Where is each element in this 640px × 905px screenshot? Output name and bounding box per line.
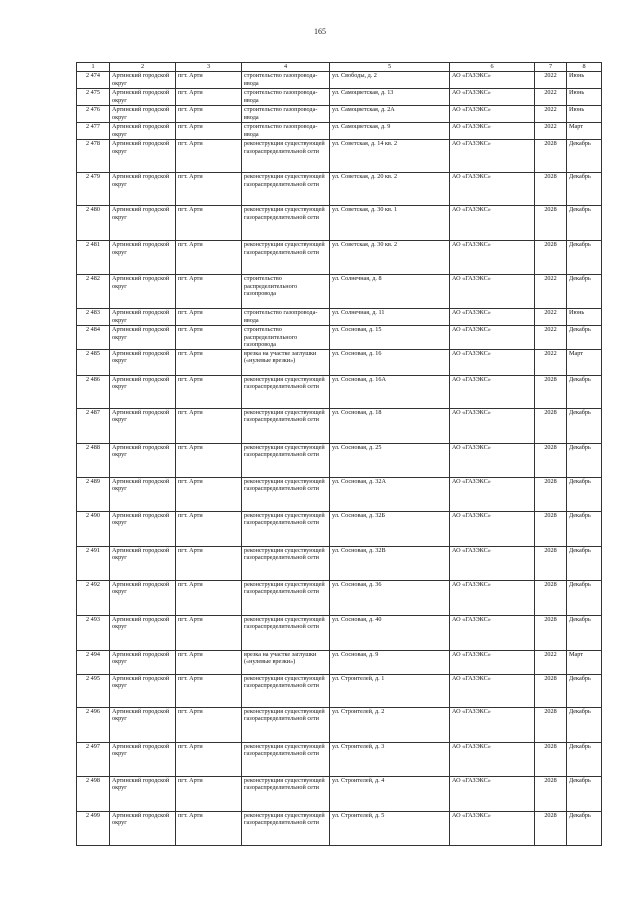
table-row <box>77 707 602 742</box>
table-cell: АО «ГАЗЭКС» <box>450 477 535 511</box>
table-cell: 2022 <box>535 89 567 106</box>
table-body <box>77 72 602 846</box>
table-row <box>77 106 602 123</box>
column-header: 8 <box>567 63 602 72</box>
table-cell: 2022 <box>535 123 567 140</box>
table-row <box>77 580 602 615</box>
table-cell: ул. Сосновая, д. 36 <box>330 580 450 615</box>
table-cell: 2 488 <box>77 443 110 477</box>
table-cell: Декабрь <box>567 546 602 580</box>
table-cell: 2 484 <box>77 326 110 350</box>
table-cell: Июнь <box>567 72 602 89</box>
table-cell: Артинский городской округ <box>110 580 176 615</box>
table-cell: АО «ГАЗЭКС» <box>450 375 535 408</box>
table-cell: 2028 <box>535 580 567 615</box>
table-cell: реконструкция существующей газораспределительной сети <box>242 443 330 477</box>
table-cell: 2 475 <box>77 89 110 106</box>
table-cell: 2 485 <box>77 349 110 375</box>
table-cell: реконструкция существующей газораспределительной сети <box>242 580 330 615</box>
table-cell: АО «ГАЗЭКС» <box>450 742 535 776</box>
table-cell: АО «ГАЗЭКС» <box>450 674 535 707</box>
table-cell: Декабрь <box>567 241 602 275</box>
table-cell: Артинский городской округ <box>110 123 176 140</box>
table-cell: реконструкция существующей газораспределительной сети <box>242 241 330 275</box>
table-cell: Июнь <box>567 89 602 106</box>
table-cell: Артинский городской округ <box>110 650 176 674</box>
table-cell: 2028 <box>535 408 567 443</box>
table-cell: 2 478 <box>77 140 110 173</box>
table-cell: АО «ГАЗЭКС» <box>450 89 535 106</box>
table-cell: Артинский городской округ <box>110 89 176 106</box>
table-cell: 2028 <box>535 443 567 477</box>
table-cell: Артинский городской округ <box>110 477 176 511</box>
table-cell: Декабрь <box>567 140 602 173</box>
table-cell: АО «ГАЗЭКС» <box>450 511 535 546</box>
table-cell: 2 491 <box>77 546 110 580</box>
table-cell: Артинский городской округ <box>110 546 176 580</box>
table-cell: пгт. Арти <box>176 511 242 546</box>
table-cell: 2028 <box>535 511 567 546</box>
table-cell: АО «ГАЗЭКС» <box>450 309 535 326</box>
table-cell: Декабрь <box>567 477 602 511</box>
table-cell: ул. Сосновая, д. 25 <box>330 443 450 477</box>
table-cell: 2028 <box>535 140 567 173</box>
table-cell: Артинский городской округ <box>110 326 176 350</box>
table-row <box>77 241 602 275</box>
table-cell: ул. Сосновая, д. 32А <box>330 477 450 511</box>
table-cell: Артинский городской округ <box>110 275 176 309</box>
table-row <box>77 309 602 326</box>
table-cell: реконструкция существующей газораспределительной сети <box>242 707 330 742</box>
table-cell: АО «ГАЗЭКС» <box>450 241 535 275</box>
table-cell: пгт. Арти <box>176 742 242 776</box>
table-cell: 2028 <box>535 674 567 707</box>
table-cell: 2 490 <box>77 511 110 546</box>
table-cell: пгт. Арти <box>176 707 242 742</box>
table-cell: 2028 <box>535 776 567 811</box>
table-cell: 2 476 <box>77 106 110 123</box>
table-cell: 2 482 <box>77 275 110 309</box>
table-row <box>77 72 602 89</box>
table-row <box>77 615 602 650</box>
table-cell: Декабрь <box>567 776 602 811</box>
table-cell: пгт. Арти <box>176 674 242 707</box>
table-cell: Артинский городской округ <box>110 776 176 811</box>
table-cell: АО «ГАЗЭКС» <box>450 72 535 89</box>
table-cell: Артинский городской округ <box>110 443 176 477</box>
table-cell: ул. Сосновая, д. 16 <box>330 349 450 375</box>
table-cell: Артинский городской округ <box>110 375 176 408</box>
table-cell: Декабрь <box>567 742 602 776</box>
table-cell: реконструкция существующей газораспределительной сети <box>242 375 330 408</box>
table-cell: реконструкция существующей газораспределительной сети <box>242 408 330 443</box>
table-cell: ул. Советская, д. 20 кв. 2 <box>330 173 450 206</box>
table-cell: Артинский городской округ <box>110 742 176 776</box>
table-cell: реконструкция существующей газораспределительной сети <box>242 173 330 206</box>
table-cell: 2028 <box>535 241 567 275</box>
table-cell: ул. Самоцветская, д. 9 <box>330 123 450 140</box>
table-cell: АО «ГАЗЭКС» <box>450 140 535 173</box>
table-row <box>77 674 602 707</box>
table-row <box>77 477 602 511</box>
table-cell: реконструкция существующей газораспределительной сети <box>242 742 330 776</box>
table-cell: ул. Строителей, д. 3 <box>330 742 450 776</box>
table-cell: 2 481 <box>77 241 110 275</box>
table-cell: Декабрь <box>567 811 602 845</box>
table-cell: АО «ГАЗЭКС» <box>450 546 535 580</box>
table-cell: пгт. Арти <box>176 477 242 511</box>
table-cell: пгт. Арти <box>176 349 242 375</box>
table-cell: пгт. Арти <box>176 546 242 580</box>
table-cell: Артинский городской округ <box>110 241 176 275</box>
table-cell: пгт. Арти <box>176 106 242 123</box>
table-row <box>77 408 602 443</box>
table-row <box>77 326 602 350</box>
column-header: 3 <box>176 63 242 72</box>
table-cell: 2022 <box>535 349 567 375</box>
table-cell: пгт. Арти <box>176 443 242 477</box>
table-cell: Март <box>567 123 602 140</box>
table-cell: 2028 <box>535 707 567 742</box>
table-cell: АО «ГАЗЭКС» <box>450 349 535 375</box>
table-cell: Артинский городской округ <box>110 511 176 546</box>
table-cell: реконструкция существующей газораспределительной сети <box>242 615 330 650</box>
table-cell: 2 493 <box>77 615 110 650</box>
table-cell: Июнь <box>567 309 602 326</box>
table-cell: 2 498 <box>77 776 110 811</box>
table-cell: 2 497 <box>77 742 110 776</box>
table-cell: 2 480 <box>77 206 110 241</box>
table-cell: АО «ГАЗЭКС» <box>450 811 535 845</box>
table-cell: АО «ГАЗЭКС» <box>450 173 535 206</box>
table-cell: ул. Советская, д. 30 кв. 2 <box>330 241 450 275</box>
table-cell: Декабрь <box>567 408 602 443</box>
table-cell: строительство газопровода-ввода <box>242 309 330 326</box>
table-cell: Артинский городской округ <box>110 408 176 443</box>
page-number: 165 <box>314 27 326 36</box>
table-cell: 2 479 <box>77 173 110 206</box>
table-cell: Декабрь <box>567 326 602 350</box>
table-cell: Артинский городской округ <box>110 140 176 173</box>
header-row <box>77 63 602 72</box>
table-cell: строительство газопровода-ввода <box>242 123 330 140</box>
table-cell: пгт. Арти <box>176 580 242 615</box>
table-cell: ул. Свободы, д. 2 <box>330 72 450 89</box>
table-cell: пгт. Арти <box>176 275 242 309</box>
table-cell: 2028 <box>535 206 567 241</box>
table-cell: 2022 <box>535 275 567 309</box>
table-cell: ул. Строителей, д. 2 <box>330 707 450 742</box>
table-cell: АО «ГАЗЭКС» <box>450 106 535 123</box>
table-row <box>77 206 602 241</box>
table-cell: строительство распределительного газопровода <box>242 275 330 309</box>
table-cell: 2028 <box>535 375 567 408</box>
table-cell: реконструкция существующей газораспределительной сети <box>242 811 330 845</box>
table-cell: Артинский городской округ <box>110 72 176 89</box>
table-cell: 2028 <box>535 742 567 776</box>
table-cell: Июнь <box>567 106 602 123</box>
table-cell: Артинский городской округ <box>110 173 176 206</box>
table-cell: ул. Сосновая, д. 40 <box>330 615 450 650</box>
table-cell: строительство газопровода-ввода <box>242 106 330 123</box>
table-cell: Декабрь <box>567 206 602 241</box>
table-cell: АО «ГАЗЭКС» <box>450 443 535 477</box>
table-cell: ул. Строителей, д. 1 <box>330 674 450 707</box>
table-row <box>77 443 602 477</box>
table-row <box>77 811 602 845</box>
table-row <box>77 123 602 140</box>
table-row <box>77 375 602 408</box>
table-cell: 2028 <box>535 615 567 650</box>
table-cell: пгт. Арти <box>176 326 242 350</box>
table-cell: реконструкция существующей газораспределительной сети <box>242 477 330 511</box>
table-row <box>77 650 602 674</box>
table-cell: АО «ГАЗЭКС» <box>450 615 535 650</box>
table-cell: пгт. Арти <box>176 241 242 275</box>
table-cell: 2022 <box>535 72 567 89</box>
table-row <box>77 776 602 811</box>
table-cell: 2 477 <box>77 123 110 140</box>
table-cell: ул. Сосновая, д. 16А <box>330 375 450 408</box>
table-row <box>77 742 602 776</box>
table-cell: реконструкция существующей газораспределительной сети <box>242 140 330 173</box>
table-cell: АО «ГАЗЭКС» <box>450 776 535 811</box>
column-header: 4 <box>242 63 330 72</box>
table-cell: пгт. Арти <box>176 89 242 106</box>
table-cell: Декабрь <box>567 275 602 309</box>
table-cell: ул. Сосновая, д. 18 <box>330 408 450 443</box>
table-cell: ул. Сосновая, д. 32Б <box>330 511 450 546</box>
table-cell: врезка на участке заглушки («нулевые врезки») <box>242 650 330 674</box>
table-cell: 2022 <box>535 326 567 350</box>
table-cell: Артинский городской округ <box>110 206 176 241</box>
table-cell: пгт. Арти <box>176 776 242 811</box>
table-cell: ул. Самоцветская, д. 2А <box>330 106 450 123</box>
table-cell: ул. Строителей, д. 4 <box>330 776 450 811</box>
table-cell: 2 499 <box>77 811 110 845</box>
table-cell: Артинский городской округ <box>110 309 176 326</box>
table-cell: 2 494 <box>77 650 110 674</box>
table-cell: 2 489 <box>77 477 110 511</box>
table-cell: реконструкция существующей газораспределительной сети <box>242 206 330 241</box>
table-cell: пгт. Арти <box>176 309 242 326</box>
table-cell: 2 487 <box>77 408 110 443</box>
table-cell: Март <box>567 650 602 674</box>
table-cell: 2028 <box>535 477 567 511</box>
table-cell: реконструкция существующей газораспределительной сети <box>242 511 330 546</box>
table-cell: строительство газопровода-ввода <box>242 72 330 89</box>
table-row <box>77 89 602 106</box>
table-cell: реконструкция существующей газораспределительной сети <box>242 776 330 811</box>
table-cell: пгт. Арти <box>176 72 242 89</box>
table-row <box>77 546 602 580</box>
table-cell: 2 486 <box>77 375 110 408</box>
table-cell: ул. Сосновая, д. 9 <box>330 650 450 674</box>
table-cell: Март <box>567 349 602 375</box>
table-cell: Артинский городской округ <box>110 106 176 123</box>
column-header: 7 <box>535 63 567 72</box>
table-cell: ул. Солнечная, д. 8 <box>330 275 450 309</box>
table-cell: АО «ГАЗЭКС» <box>450 123 535 140</box>
table-cell: 2022 <box>535 650 567 674</box>
column-header: 5 <box>330 63 450 72</box>
table-row <box>77 173 602 206</box>
table-cell: 2 495 <box>77 674 110 707</box>
table-cell: пгт. Арти <box>176 173 242 206</box>
table-cell: 2028 <box>535 546 567 580</box>
table-cell: Декабрь <box>567 173 602 206</box>
table-cell: Декабрь <box>567 443 602 477</box>
column-header: 1 <box>77 63 110 72</box>
table-row <box>77 140 602 173</box>
table-cell: ул. Строителей, д. 5 <box>330 811 450 845</box>
table-cell: ул. Советская, д. 14 кв. 2 <box>330 140 450 173</box>
table-cell: строительство распределительного газопровода <box>242 326 330 350</box>
table-row <box>77 349 602 375</box>
table-cell: АО «ГАЗЭКС» <box>450 326 535 350</box>
table-cell: 2 474 <box>77 72 110 89</box>
table-cell: АО «ГАЗЭКС» <box>450 707 535 742</box>
table-cell: Декабрь <box>567 580 602 615</box>
table-cell: ул. Сосновая, д. 15 <box>330 326 450 350</box>
table-cell: АО «ГАЗЭКС» <box>450 650 535 674</box>
table-row <box>77 275 602 309</box>
table-cell: Декабрь <box>567 511 602 546</box>
table-cell: АО «ГАЗЭКС» <box>450 408 535 443</box>
table-cell: Декабрь <box>567 615 602 650</box>
table-cell: пгт. Арти <box>176 615 242 650</box>
table-cell: пгт. Арти <box>176 650 242 674</box>
table-cell: АО «ГАЗЭКС» <box>450 275 535 309</box>
table-cell: Декабрь <box>567 375 602 408</box>
table-cell: ул. Сосновая, д. 32В <box>330 546 450 580</box>
table-cell: пгт. Арти <box>176 206 242 241</box>
table-cell: 2028 <box>535 811 567 845</box>
table-cell: АО «ГАЗЭКС» <box>450 580 535 615</box>
table-cell: 2 483 <box>77 309 110 326</box>
table-cell: АО «ГАЗЭКС» <box>450 206 535 241</box>
table-cell: пгт. Арти <box>176 123 242 140</box>
table-cell: 2028 <box>535 173 567 206</box>
table-cell: пгт. Арти <box>176 140 242 173</box>
table-cell: ул. Советская, д. 30 кв. 1 <box>330 206 450 241</box>
table-cell: Артинский городской округ <box>110 707 176 742</box>
column-header: 6 <box>450 63 535 72</box>
table-cell: Декабрь <box>567 707 602 742</box>
table-cell: Артинский городской округ <box>110 615 176 650</box>
table-cell: пгт. Арти <box>176 811 242 845</box>
gasification-table <box>76 62 602 846</box>
table-cell: 2 496 <box>77 707 110 742</box>
table-cell: 2 492 <box>77 580 110 615</box>
table-cell: пгт. Арти <box>176 408 242 443</box>
table-cell: Артинский городской округ <box>110 674 176 707</box>
table-cell: 2022 <box>535 309 567 326</box>
table-cell: ул. Солнечная, д. 11 <box>330 309 450 326</box>
table-cell: 2022 <box>535 106 567 123</box>
table-cell: Артинский городской округ <box>110 811 176 845</box>
table-cell: строительство газопровода-ввода <box>242 89 330 106</box>
table-cell: пгт. Арти <box>176 375 242 408</box>
table-cell: врезка на участке заглушки («нулевые врезки») <box>242 349 330 375</box>
table-cell: Декабрь <box>567 674 602 707</box>
table-cell: ул. Самоцветская, д. 13 <box>330 89 450 106</box>
table-cell: реконструкция существующей газораспределительной сети <box>242 546 330 580</box>
table-cell: Артинский городской округ <box>110 349 176 375</box>
table-cell: реконструкция существующей газораспределительной сети <box>242 674 330 707</box>
table-row <box>77 511 602 546</box>
column-header: 2 <box>110 63 176 72</box>
